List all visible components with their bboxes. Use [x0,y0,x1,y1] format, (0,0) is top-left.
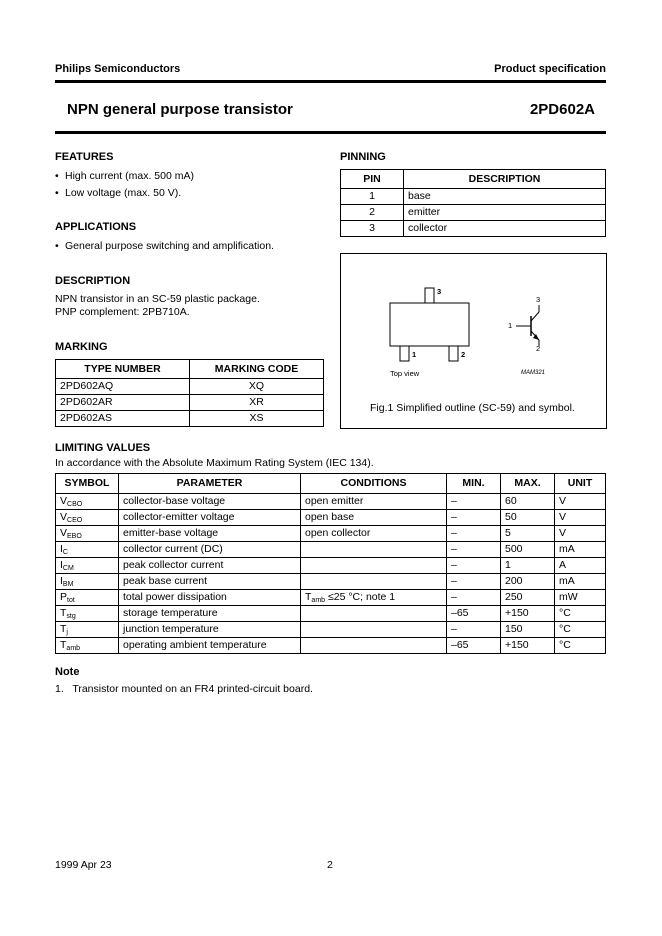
package-body [390,303,469,346]
min-cell: –65 [447,638,501,654]
figure-box [340,253,607,429]
pin-number: 3 [341,221,404,237]
symbol-label: 2 [536,344,541,353]
description-heading: DESCRIPTION [55,275,131,287]
parameter-cell: peak collector current [119,558,301,574]
unit-cell: °C [555,622,606,638]
table-row [56,558,606,574]
table-row [341,221,606,237]
col-symbol: SYMBOL [56,474,119,494]
figure-code: MAM321 [521,370,546,376]
unit-cell: °C [555,638,606,654]
unit-cell: V [555,510,606,526]
table-row [56,622,606,638]
min-cell: – [447,574,501,590]
parameter-cell: emitter-base voltage [119,526,301,542]
part-number: 2PD602A [529,101,595,118]
marking-col-code: MARKING CODE [190,360,324,379]
min-cell: – [447,590,501,606]
unit-cell: mA [555,574,606,590]
max-cell: 150 [501,622,555,638]
marking-code: XQ [190,379,324,395]
conditions-cell [301,606,447,622]
symbol-cell: $P_{tot}$ [56,590,119,606]
marking-table [55,359,324,427]
symbol-cell: $T_j$ [56,622,119,638]
feature-item: • Low voltage (max. 50 V). [55,187,182,199]
max-cell: 200 [501,574,555,590]
footer-date: 1999 Apr 23 [55,859,112,871]
type-number: 2PD602AQ [56,379,190,395]
max-cell: +150 [501,638,555,654]
pin-2-lead [449,346,458,361]
parameter-cell: collector current (DC) [119,542,301,558]
max-cell: 60 [501,494,555,510]
max-cell: 250 [501,590,555,606]
pin-label: 1 [412,350,417,359]
title-rule [55,131,606,134]
pin-3-lead [425,288,434,303]
max-cell: 500 [501,542,555,558]
description-line: NPN transistor in an SC-59 plastic package. [55,293,260,305]
min-cell: – [447,542,501,558]
table-row [56,411,324,427]
table-row [56,638,606,654]
marking-code: XR [190,395,324,411]
table-row [56,526,606,542]
max-cell: 5 [501,526,555,542]
max-cell: 1 [501,558,555,574]
symbol-cell: $I_{BM}$ [56,574,119,590]
pin-label: 3 [437,287,442,296]
unit-cell: V [555,494,606,510]
symbol-label: 1 [508,321,513,330]
col-max: MAX. [501,474,555,494]
pin-number: 2 [341,205,404,221]
limiting-values-subtitle: In accordance with the Absolute Maximum Rating System (IEC 134). [55,457,374,469]
parameter-cell: storage temperature [119,606,301,622]
marking-heading: MARKING [55,341,108,353]
table-row [56,574,606,590]
unit-cell: °C [555,606,606,622]
conditions-cell [301,622,447,638]
conditions-cell [301,558,447,574]
pin-col: PIN [341,170,404,189]
symbol-cell: $V_{CBO}$ [56,494,119,510]
conditions-cell: open emitter [301,494,447,510]
min-cell: – [447,622,501,638]
col-unit: UNIT [555,474,606,494]
parameter-cell: peak base current [119,574,301,590]
pinning-heading: PINNING [340,151,386,163]
table-row [56,395,324,411]
pin-label: 2 [461,350,466,359]
min-cell: – [447,510,501,526]
table-row [56,510,606,526]
unit-cell: V [555,526,606,542]
table-row [341,189,606,205]
figure-caption: Fig.1 Simplified outline (SC-59) and symbol. [370,402,575,414]
table-row [341,205,606,221]
min-cell: – [447,494,501,510]
symbol-cell: $V_{CEO}$ [56,510,119,526]
pin-description-col: DESCRIPTION [404,170,606,189]
unit-cell: mW [555,590,606,606]
table-row [56,606,606,622]
top-view-label: Top view [390,369,420,378]
col-min: MIN. [447,474,501,494]
symbol-cell: $I_C$ [56,542,119,558]
max-cell: +150 [501,606,555,622]
col-parameter: PARAMETER [119,474,301,494]
marking-code: XS [190,411,324,427]
conditions-cell: $T_{amb} \le 25$ °C; note 1 [301,590,447,606]
symbol-label: 3 [536,295,541,304]
header-rule [55,80,606,83]
unit-cell: A [555,558,606,574]
pin-description: emitter [404,205,606,221]
company-name: Philips Semiconductors [55,63,181,75]
table-row [56,379,324,395]
parameter-cell: total power dissipation [119,590,301,606]
parameter-cell: collector-emitter voltage [119,510,301,526]
limiting-values-table [55,473,606,654]
applications-heading: APPLICATIONS [55,221,137,233]
symbol-cell: $T_{amb}$ [56,638,119,654]
parameter-cell: junction temperature [119,622,301,638]
conditions-cell [301,574,447,590]
table-row [56,590,606,606]
limiting-values-heading: LIMITING VALUES [55,442,151,454]
features-heading: FEATURES [55,151,114,163]
unit-cell: mA [555,542,606,558]
table-row [56,542,606,558]
pin-description: base [404,189,606,205]
feature-item: • High current (max. 500 mA) [55,170,194,182]
parameter-cell: operating ambient temperature [119,638,301,654]
table-row [56,494,606,510]
note-text: 1. Transistor mounted on an FR4 printed-circuit board. [55,683,313,695]
type-number: 2PD602AS [56,411,190,427]
parameter-cell: collector-base voltage [119,494,301,510]
min-cell: – [447,526,501,542]
page-title: NPN general purpose transistor [67,101,293,118]
pin-description: collector [404,221,606,237]
type-number: 2PD602AR [56,395,190,411]
page-number: 2 [327,859,333,871]
col-conditions: CONDITIONS [301,474,447,494]
min-cell: –65 [447,606,501,622]
application-item: • General purpose switching and amplification. [55,240,274,252]
conditions-cell: open collector [301,526,447,542]
symbol-cell: $T_{stg}$ [56,606,119,622]
symbol-cell: $V_{EBO}$ [56,526,119,542]
pin-1-lead [400,346,409,361]
pinning-table [340,169,606,237]
conditions-cell: open base [301,510,447,526]
pin-number: 1 [341,189,404,205]
max-cell: 50 [501,510,555,526]
conditions-cell [301,638,447,654]
symbol-cell: $I_{CM}$ [56,558,119,574]
conditions-cell [301,542,447,558]
marking-col-type: TYPE NUMBER [56,360,190,379]
note-heading: Note [55,666,80,678]
document-type: Product specification [494,63,606,75]
description-line: PNP complement: 2PB710A. [55,306,190,318]
min-cell: – [447,558,501,574]
